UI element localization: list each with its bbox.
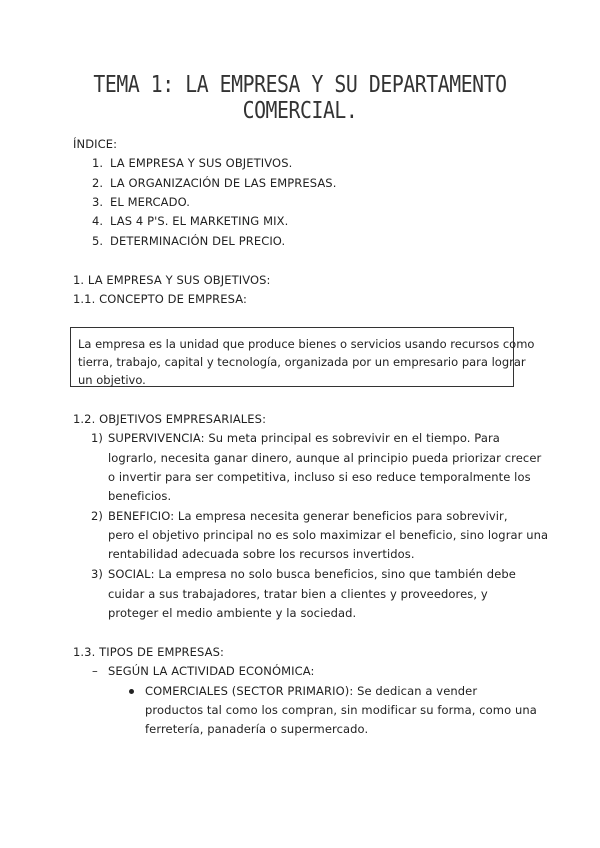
index-item-number: 2. <box>92 176 104 190</box>
bullet-line: productos tal como los compran, sin modificar su forma, como una <box>145 703 537 717</box>
subsection-heading: 1.2. OBJETIVOS EMPRESARIALES: <box>73 412 267 426</box>
index-item-label: LA ORGANIZACIÓN DE LAS EMPRESAS. <box>110 176 337 190</box>
bullet-line: COMERCIALES (SECTOR PRIMARIO): Se dedican a vender <box>145 684 478 698</box>
subsection-heading: 1.3. TIPOS DE EMPRESAS: <box>73 645 224 659</box>
objective-line: beneficios. <box>108 489 172 503</box>
objective-line: SUPERVIVENCIA: Su meta principal es sobrevivir en el tiempo. Para <box>108 431 500 445</box>
section-heading: 1. LA EMPRESA Y SUS OBJETIVOS: <box>73 273 271 287</box>
objective-line: cuidar a sus trabajadores, tratar bien a clientes y proveedores, y <box>108 587 488 601</box>
index-item-number: 5. <box>92 234 104 248</box>
objective-line: o invertir para ser competitiva, incluso si eso reduce temporalmente los <box>108 470 531 484</box>
index-item-number: 1. <box>92 156 104 170</box>
definition-line: un objetivo. <box>78 373 146 387</box>
definition-line: La empresa es la unidad que produce bienes o servicios usando recursos como <box>78 337 535 351</box>
index-item-label: LAS 4 P'S. EL MARKETING MIX. <box>110 214 289 228</box>
objective-line: lograrlo, necesita ganar dinero, aunque al principio pueda priorizar crecer <box>108 451 542 465</box>
bullet-marker <box>129 689 134 694</box>
index-item-label: DETERMINACIÓN DEL PRECIO. <box>110 234 286 248</box>
objective-line: BENEFICIO: La empresa necesita generar beneficios para sobrevivir, <box>108 509 508 523</box>
objective-line: SOCIAL: La empresa no solo busca beneficios, sino que también debe <box>108 567 516 581</box>
subsection-heading: 1.1. CONCEPTO DE EMPRESA: <box>73 292 247 306</box>
objective-number: 2) <box>91 509 104 523</box>
dash-marker: – <box>92 664 98 678</box>
page-title: TEMA 1: LA EMPRESA Y SU DEPARTAMENTO COMERCIAL. <box>93 72 507 124</box>
definition-box <box>70 327 535 387</box>
objective-line: pero el objetivo principal no es solo maximizar el beneficio, sino lograr una <box>108 528 549 542</box>
bullet-line: ferretería, panadería o supermercado. <box>145 722 369 736</box>
objective-number: 1) <box>91 431 104 445</box>
types-subheading: SEGÚN LA ACTIVIDAD ECONÓMICA: <box>108 664 315 678</box>
index-item-number: 3. <box>92 195 104 209</box>
objective-number: 3) <box>91 567 104 581</box>
index-item-label: LA EMPRESA Y SUS OBJETIVOS. <box>110 156 293 170</box>
index-heading: ÍNDICE: <box>73 137 118 151</box>
objective-line: rentabilidad adecuada sobre los recursos invertidos. <box>108 547 415 561</box>
objective-line: proteger el medio ambiente y la sociedad. <box>108 606 357 620</box>
definition-line: tierra, trabajo, capital y tecnología, organizada por un empresario para lograr <box>78 355 526 369</box>
index-item-label: EL MERCADO. <box>110 195 191 209</box>
index-item-number: 4. <box>92 214 104 228</box>
